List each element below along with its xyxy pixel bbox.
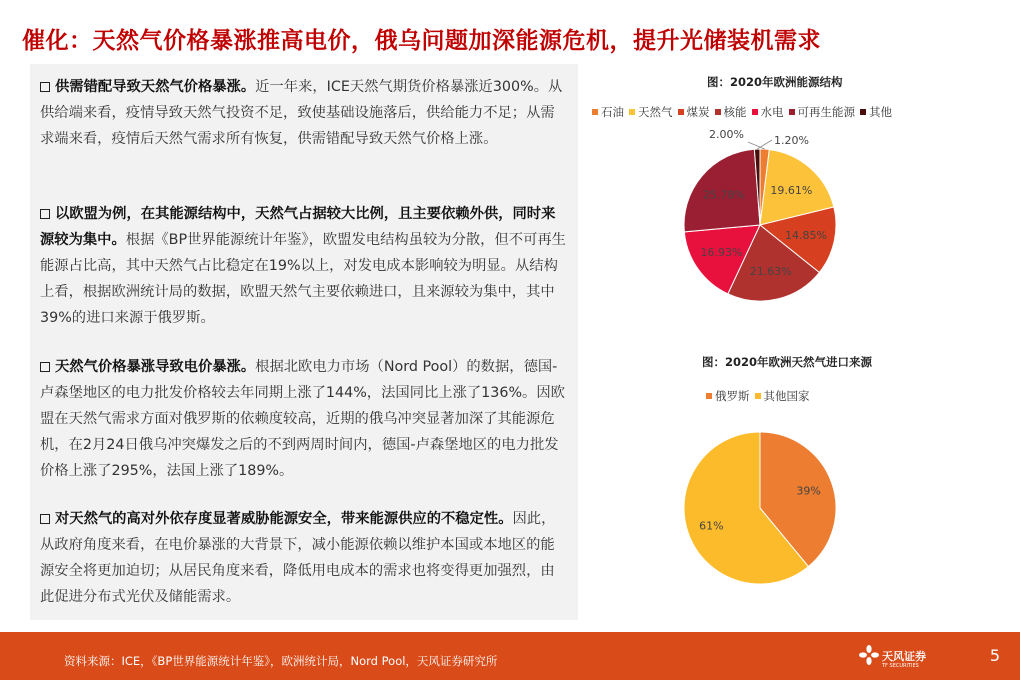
chart-1-pie bbox=[640, 120, 880, 310]
legend-label: 石油 bbox=[601, 105, 624, 119]
bullet-1-body: 近一年来，ICE天然气期货价格暴涨近300%。从供给端来看，疫情导致天然气投资不足，致使基础设施落后，供给能力不足；从需求端来看，疫情后天然气需求所有恢复，供需错配导致天然气价格上涨。 bbox=[40, 79, 563, 147]
chart-1-legend-item bbox=[789, 104, 856, 120]
chart-2-legend bbox=[706, 388, 815, 404]
flower-logo-icon bbox=[858, 644, 880, 666]
chart-1-data-label: 16.93% bbox=[700, 246, 743, 260]
bullet-2-body: 根据《BP世界能源统计年鉴》，欧盟发电结构虽较为分散，但不可再生能源占比高，其中天然气占比稳定在19%以上，对发电成本影响较为明显。从结构上看，根据欧洲统计局的数据，欧盟天然气主要依赖进口，且来源较为集中，其中39%的进口来源于俄罗斯。 bbox=[40, 232, 566, 326]
chart-1-legend-item bbox=[752, 104, 784, 120]
chart-1-data-label: 14.85% bbox=[785, 229, 827, 243]
page-number: 5 bbox=[989, 646, 1000, 665]
bullet-2 bbox=[40, 201, 568, 331]
chart-2-legend-item bbox=[706, 388, 750, 404]
checkbox-bullet-icon bbox=[40, 362, 50, 372]
chart-2-title: 图：2020年欧洲天然气进口来源 bbox=[702, 355, 873, 369]
legend-label: 煤炭 bbox=[686, 105, 710, 119]
bullet-4-heading: 对天然气的高对外依存度显著威胁能源安全，带来能源供应的不稳定性。 bbox=[55, 511, 513, 527]
legend-swatch bbox=[789, 109, 795, 115]
chart-1-legend-item bbox=[629, 104, 673, 120]
legend-label: 水电 bbox=[760, 105, 784, 119]
bullet-1 bbox=[40, 74, 568, 152]
footer-bar bbox=[0, 632, 1020, 680]
bullet-3 bbox=[40, 354, 568, 484]
footer-source: 资料来源：ICE，《BP世界能源统计年鉴》，欧洲统计局，Nord Pool，天风证券研究所 bbox=[64, 654, 498, 668]
chart-2-data-label: 61% bbox=[699, 519, 724, 533]
checkbox-bullet-icon bbox=[40, 209, 50, 219]
chart-1-legend-item bbox=[678, 104, 710, 120]
legend-label: 俄罗斯 bbox=[715, 389, 750, 403]
legend-label: 其他国家 bbox=[763, 389, 810, 403]
legend-swatch bbox=[860, 109, 866, 115]
page-title: 催化：天然气价格暴涨推高电价，俄乌问题加深能源危机，提升光储装机需求 bbox=[22, 28, 821, 54]
bullet-4-body: 因此，从政府角度来看，在电价暴涨的大背景下，减小能源依赖以维护本国或本地区的能源安全将更加迫切；从居民角度来看，降低用电成本的需求也将变得更加强烈，由此促进分布式光伏及储能需求。 bbox=[40, 511, 556, 605]
chart-1-title: 图：2020年欧洲能源结构 bbox=[707, 75, 843, 89]
legend-label: 天然气 bbox=[638, 105, 673, 119]
chart-1-data-label: 1.20% bbox=[774, 134, 809, 147]
bullet-4 bbox=[40, 506, 568, 610]
legend-swatch bbox=[629, 109, 635, 115]
checkbox-bullet-icon bbox=[40, 514, 50, 524]
chart-1-legend-item bbox=[592, 104, 624, 120]
legend-label: 可再生能源 bbox=[797, 105, 855, 119]
brand-logo bbox=[858, 644, 926, 670]
logo-name-cn: 天风证券 bbox=[882, 650, 926, 663]
bullet-3-heading: 天然气价格暴涨导致电价暴涨。 bbox=[55, 359, 256, 375]
chart-1-data-label: 2.00% bbox=[709, 128, 744, 141]
legend-swatch bbox=[706, 393, 712, 399]
legend-swatch bbox=[715, 109, 721, 115]
chart-1-data-label: 25.78% bbox=[703, 188, 746, 202]
legend-swatch bbox=[755, 393, 761, 399]
chart-1-data-label: 21.63% bbox=[749, 264, 792, 278]
text-panel bbox=[30, 64, 578, 620]
legend-label: 核能 bbox=[723, 105, 747, 119]
bullet-1-heading: 供需错配导致天然气价格暴涨。 bbox=[55, 79, 256, 95]
chart-1-leader-line bbox=[757, 140, 772, 149]
chart-1-legend-item bbox=[715, 104, 747, 120]
legend-label: 其他 bbox=[869, 105, 892, 119]
chart-1-legend bbox=[592, 104, 897, 120]
logo-name-en: TF SECURITIES bbox=[882, 663, 919, 669]
bullet-2-heading: 以欧盟为例，在其能源结构中，天然气占据较大比例，且主要依赖外供，同时来源较为集中。 bbox=[40, 206, 556, 248]
chart-1-data-label: 19.61% bbox=[770, 183, 813, 197]
legend-swatch bbox=[752, 109, 758, 115]
chart-2-data-label: 39% bbox=[796, 484, 821, 498]
bullet-3-body: 根据北欧电力市场（Nord Pool）的数据，德国-卢森堡地区的电力批发价格较去年同期上涨了144%，法国同比上涨了136%。因欧盟在天然气需求方面对俄罗斯的依赖度较高，近期的俄乌冲突显著加深了其能源危机，在2月24日俄乌冲突爆发之后的不到两周时间内，德国-卢森堡地区的电力批发价格上涨了295%，法国上涨了189%。 bbox=[40, 359, 565, 479]
chart-2-legend-item bbox=[755, 388, 810, 404]
chart-2-pie bbox=[640, 420, 880, 590]
checkbox-bullet-icon bbox=[40, 82, 50, 92]
legend-swatch bbox=[678, 109, 684, 115]
legend-swatch bbox=[592, 109, 598, 115]
chart-1-legend-item bbox=[860, 104, 892, 120]
